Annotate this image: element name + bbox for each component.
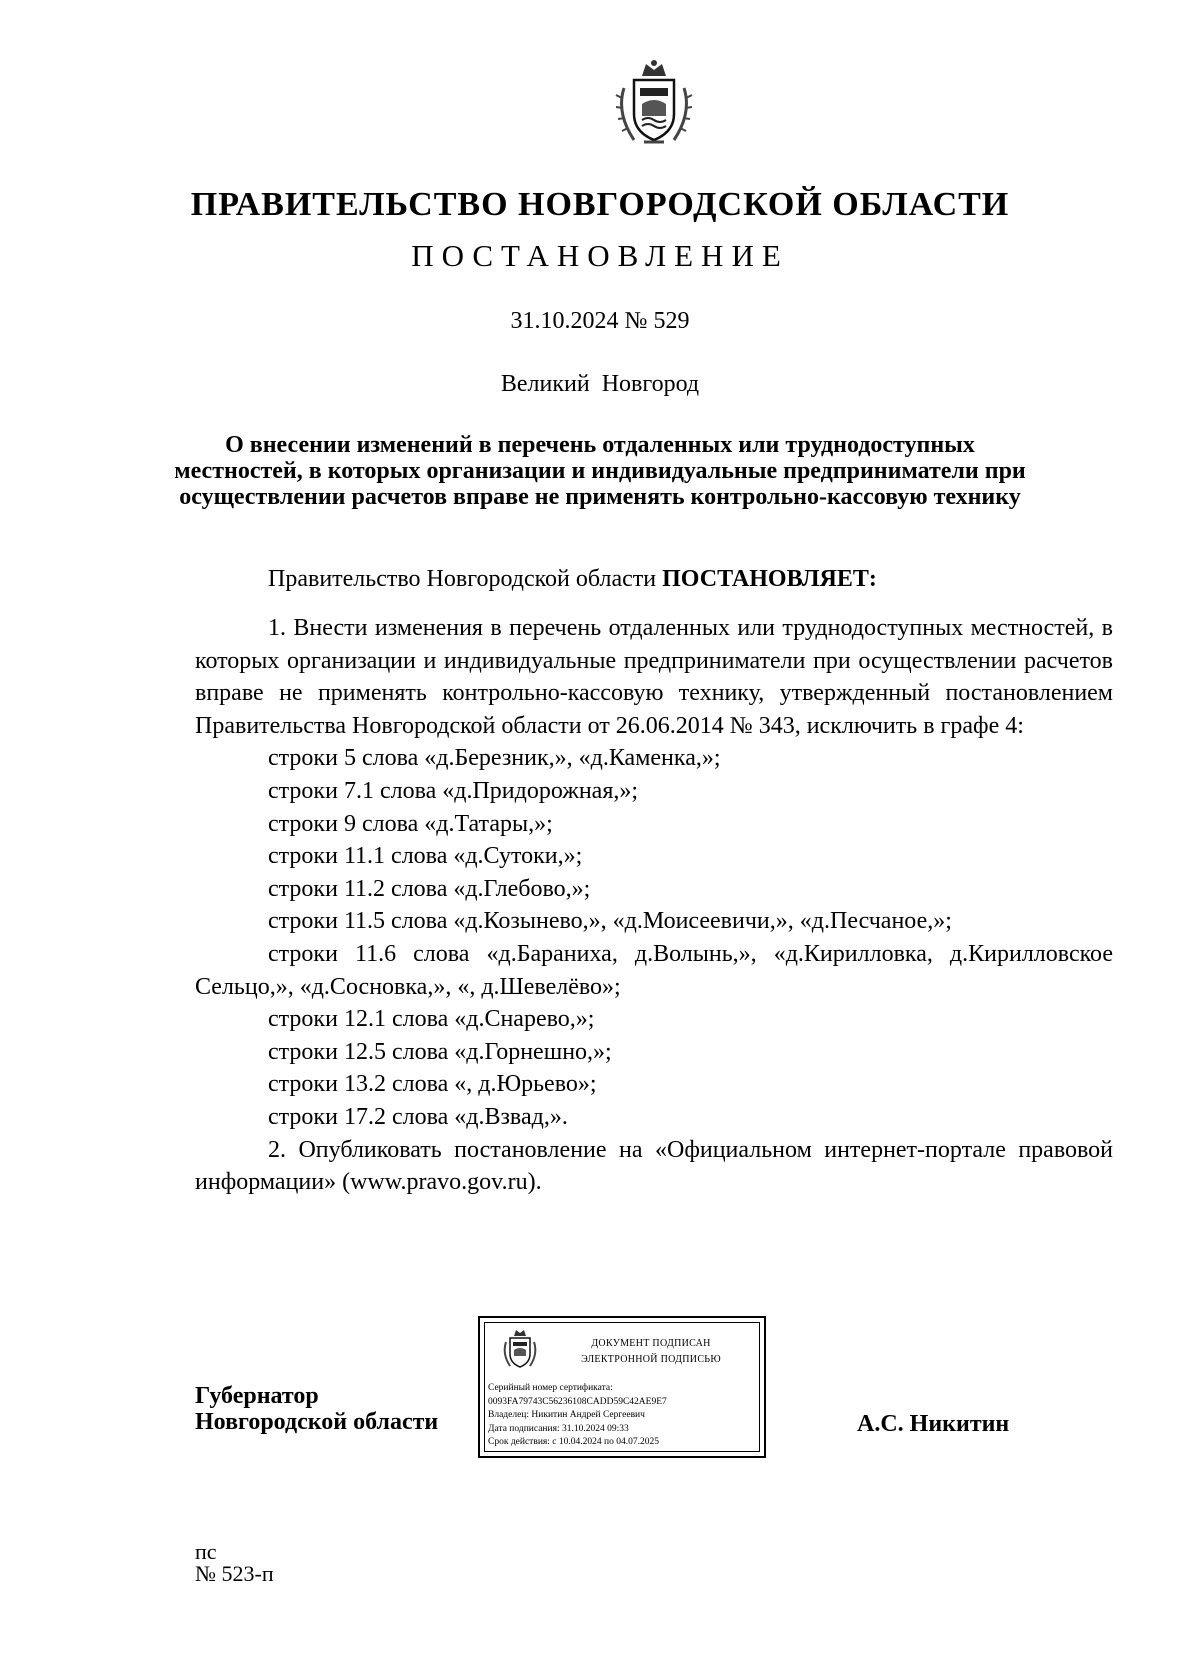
signer-name: А.С. Никитин	[857, 1411, 1010, 1437]
electronic-signature-stamp	[478, 1316, 766, 1458]
stamp-heading-line: ЭЛЕКТРОННОЙ ПОДПИСЬЮ	[581, 1354, 721, 1365]
list-item: строки 7.1 слова «д.Придорожная,»;	[268, 777, 639, 804]
paragraph-1: 1. Внести изменения в перечень отдаленных или труднодоступных местностей, в которых организации и индивидуальные предприниматели при осуществлении расчетов вправе не применять контрольно-кассовую технику, утвержденный постановлением Правительства Новгородской области от 26.06.2014 № 343, исключить в графе 4:	[195, 615, 1113, 739]
signer-position-line: Губернатор	[195, 1383, 319, 1409]
signing-date: Дата подписания: 31.10.2024 09:33	[488, 1423, 629, 1434]
subject-line: местностей, в которых организации и индивидуальные предприниматели при	[174, 458, 1026, 484]
list-item: строки 12.5 слова «д.Горнешно,»;	[268, 1038, 612, 1065]
stamp-heading	[546, 1336, 756, 1368]
city: Великий Новгород	[500, 371, 700, 397]
resolution-body	[195, 612, 1113, 1199]
coat-of-arms-icon	[500, 1328, 540, 1372]
footer-reference	[195, 1541, 274, 1585]
certificate-number: 0093FA79743C56236108CADD59C42AE9E7	[488, 1396, 667, 1407]
list-item: строки 17.2 слова «д.Взвад,».	[268, 1103, 568, 1130]
footer-line: пс	[195, 1539, 217, 1564]
list-item: строки 11.6 слова «д.Бараниха, д.Волынь,», «д.Кирилловка, д.Кирилловское Сельцо,», «д.Сосновка,», «, д.Шевелёво»;	[195, 940, 1113, 1000]
list-item: строки 9 слова «д.Татары,»;	[268, 810, 553, 837]
list-item: строки 11.1 слова «д.Сутоки,»;	[268, 843, 583, 870]
date-and-number: 31.10.2024 № 529	[510, 308, 690, 334]
list-item: строки 12.1 слова «д.Снарево,»;	[268, 1006, 595, 1033]
certificate-validity: Срок действия: с 10.04.2024 по 04.07.2025	[488, 1437, 659, 1447]
paragraph-2: 2. Опубликовать постановление на «Официальном интернет-портале правовой информации» (www.pravo.gov.ru).	[195, 1136, 1113, 1196]
list-item: строки 5 слова «д.Березник,», «д.Каменка,»;	[268, 745, 721, 772]
stamp-heading-line: ДОКУМЕНТ ПОДПИСАН	[591, 1338, 711, 1349]
subject-line: О внесении изменений в перечень отдаленных или труднодоступных	[225, 432, 975, 458]
signer-position	[195, 1383, 438, 1435]
document-subject	[0, 432, 1200, 510]
list-item: строки 11.5 слова «д.Козынево,», «д.Моисеевичи,», «д.Песчаное,»;	[268, 908, 952, 935]
document-type: ПОСТАНОВЛЕНИЕ	[411, 238, 789, 273]
intro-text: Правительство Новгородской области	[268, 566, 663, 592]
coat-of-arms-emblem	[612, 58, 696, 150]
exclusion-list	[195, 742, 1113, 1133]
list-item: строки 13.2 слова «, д.Юрьево»;	[268, 1071, 597, 1098]
signer-position-line: Новгородской области	[195, 1409, 439, 1435]
list-item: строки 11.2 слова «д.Глебово,»;	[268, 875, 591, 902]
government-title: ПРАВИТЕЛЬСТВО НОВГОРОДСКОЙ ОБЛАСТИ	[190, 186, 1010, 223]
certificate-label: Серийный номер сертификата:	[488, 1383, 613, 1393]
subject-line: осуществлении расчетов вправе не применять контрольно-кассовую технику	[179, 484, 1021, 510]
resolution-intro	[268, 563, 877, 596]
stamp-details	[488, 1382, 667, 1450]
resolves-keyword: ПОСТАНОВЛЯЕТ:	[662, 566, 877, 592]
footer-line: № 523-п	[195, 1561, 274, 1586]
certificate-owner: Владелец: Никитин Андрей Сергеевич	[488, 1410, 645, 1420]
